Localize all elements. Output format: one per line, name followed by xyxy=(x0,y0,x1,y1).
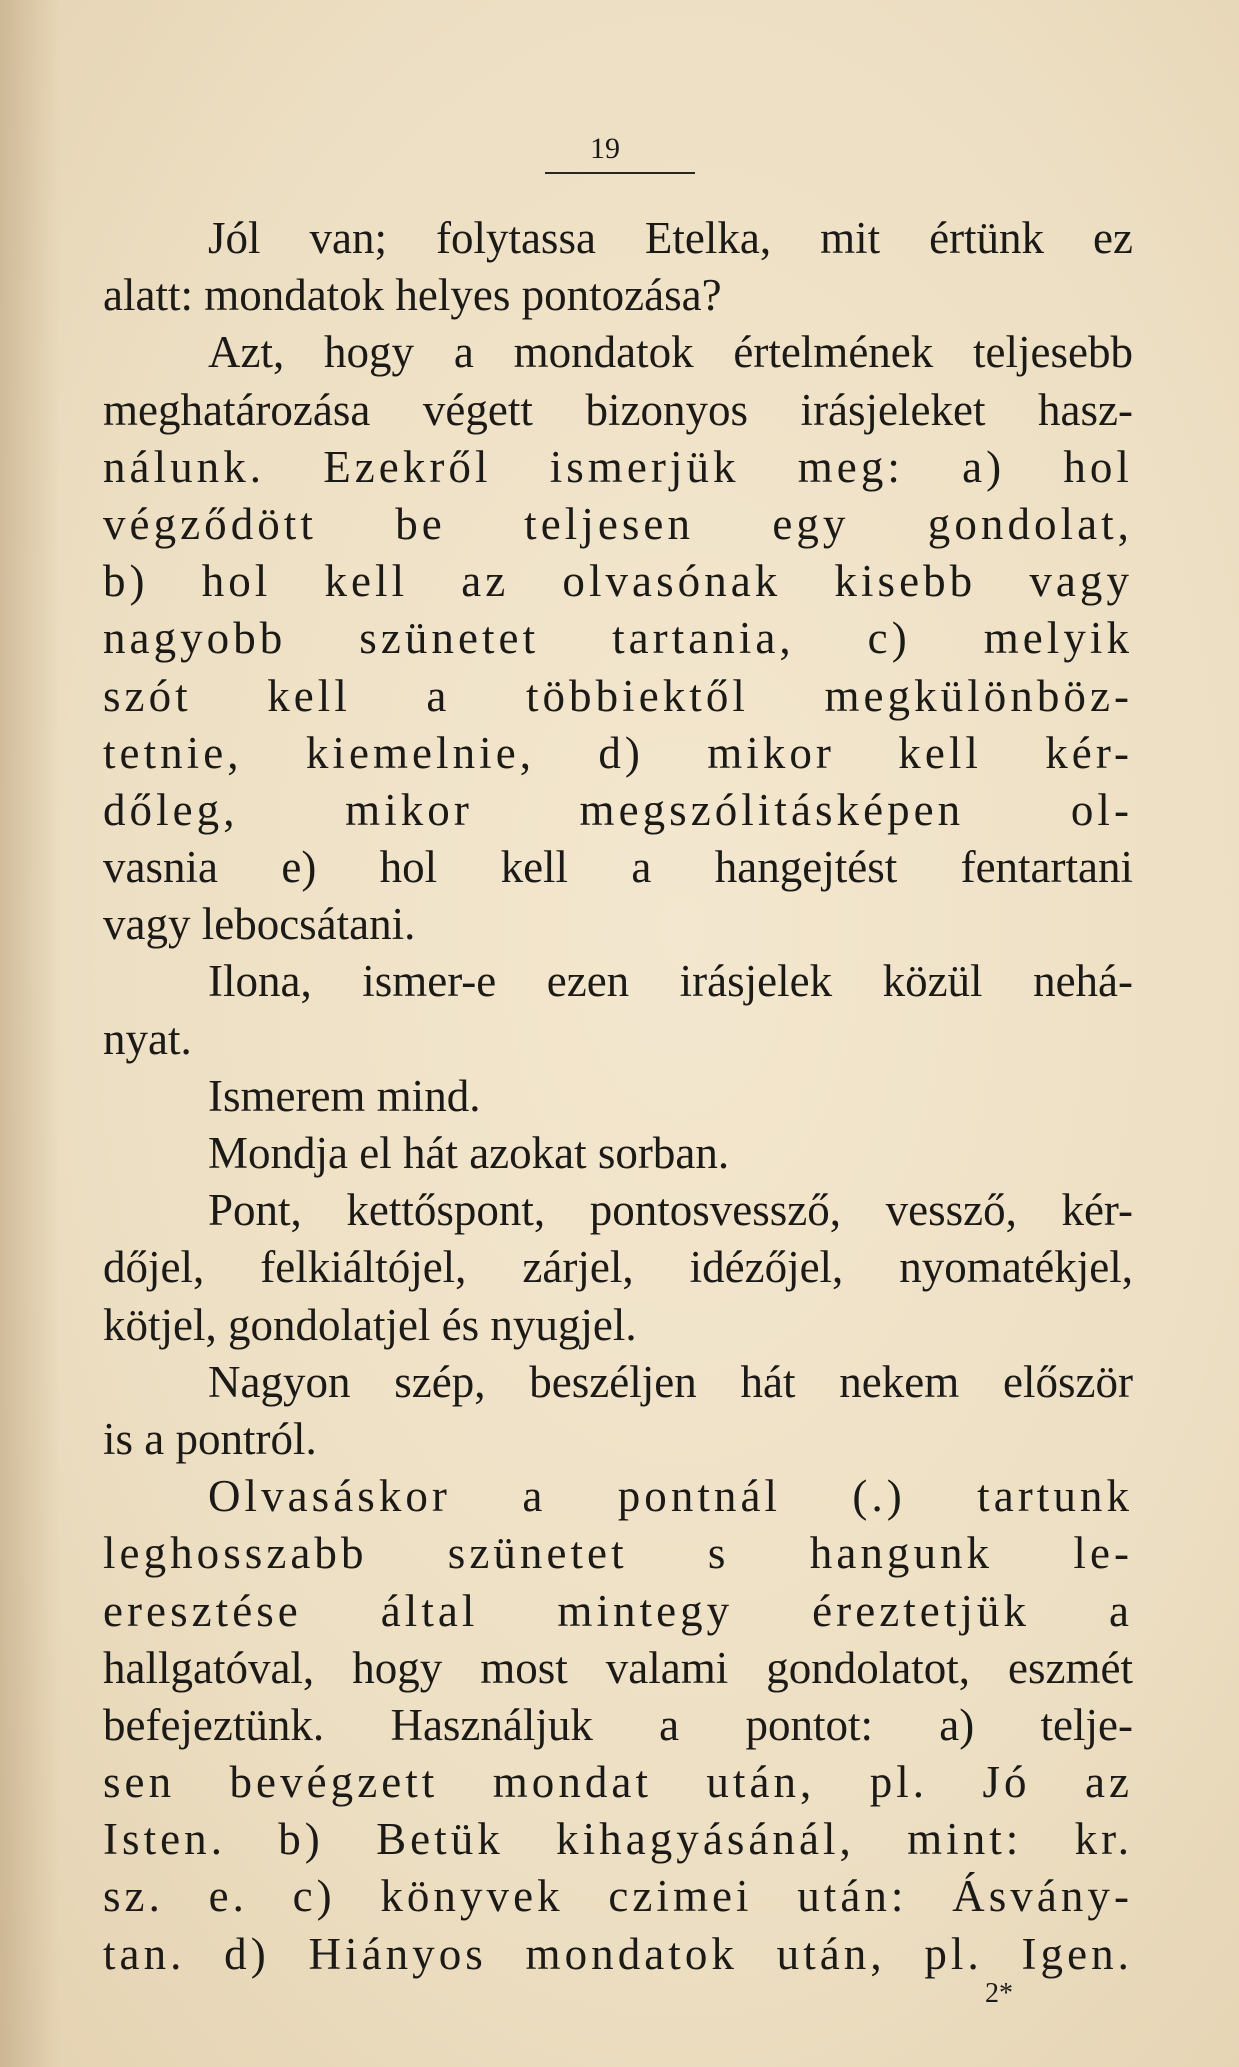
text-line: dőjel, felkiáltójel, zárjel, idézőjel, nyomatékjel, xyxy=(103,1242,1133,1293)
text-line: dőleg, mikor megszólitásképen ol- xyxy=(103,784,1133,835)
header-rule xyxy=(545,172,695,174)
text-line: eresztése által mintegy éreztetjük a xyxy=(103,1585,1133,1636)
text-line: Azt, hogy a mondatok értelmének teljesebb xyxy=(208,327,1133,378)
text-line: Isten. b) Betük kihagyásánál, mint: kr. xyxy=(103,1814,1133,1865)
body-text xyxy=(103,210,1133,1983)
text-line: b) hol kell az olvasónak kisebb vagy xyxy=(103,556,1133,607)
text-line: leghosszabb szünetet s hangunk le- xyxy=(103,1528,1133,1579)
page-number: 19 xyxy=(590,132,620,165)
text-line: sen bevégzett mondat után, pl. Jó az xyxy=(103,1757,1133,1808)
text-line: meghatározása végett bizonyos irásjeleket hasz- xyxy=(103,384,1133,435)
text-line: alatt: mondatok helyes pontozása? xyxy=(103,270,722,321)
text-line: tetnie, kiemelnie, d) mikor kell kér- xyxy=(103,727,1133,778)
text-line: nyat. xyxy=(103,1013,192,1064)
text-line: is a pontról. xyxy=(103,1413,317,1464)
signature-mark: 2* xyxy=(985,1978,1013,2009)
text-line: nagyobb szünetet tartania, c) melyik xyxy=(103,613,1133,664)
text-line: Ilona, ismer-e ezen irásjelek közül nehá- xyxy=(208,956,1133,1007)
text-line: Olvasáskor a pontnál (.) tartunk xyxy=(208,1471,1133,1522)
text-line: vagy lebocsátani. xyxy=(103,899,416,950)
text-line: Nagyon szép, beszéljen hát nekem először xyxy=(208,1356,1133,1407)
text-line: hallgatóval, hogy most valami gondolatot, eszmét xyxy=(103,1642,1133,1693)
text-line: sz. e. c) könyvek czimei után: Ásvány- xyxy=(103,1871,1133,1922)
text-line: Ismerem mind. xyxy=(208,1070,481,1121)
text-line: tan. d) Hiányos mondatok után, pl. Igen. xyxy=(103,1928,1133,1979)
text-line: kötjel, gondolatjel és nyugjel. xyxy=(103,1299,637,1350)
text-line: végződött be teljesen egy gondolat, xyxy=(103,498,1133,549)
text-line: befejeztünk. Használjuk a pontot: a) telje- xyxy=(103,1699,1133,1750)
text-line: szót kell a többiektől megkülönböz- xyxy=(103,670,1133,721)
text-line: Jól van; folytassa Etelka, mit értünk ez xyxy=(208,213,1133,263)
text-line: Pont, kettőspont, pontosvessző, vessző, kér- xyxy=(208,1185,1133,1236)
text-line: vasnia e) hol kell a hangejtést fentartani xyxy=(103,842,1133,893)
text-line: Mondja el hát azokat sorban. xyxy=(208,1128,730,1178)
text-line: nálunk. Ezekről ismerjük meg: a) hol xyxy=(103,441,1133,492)
spine-shadow xyxy=(0,0,60,2067)
